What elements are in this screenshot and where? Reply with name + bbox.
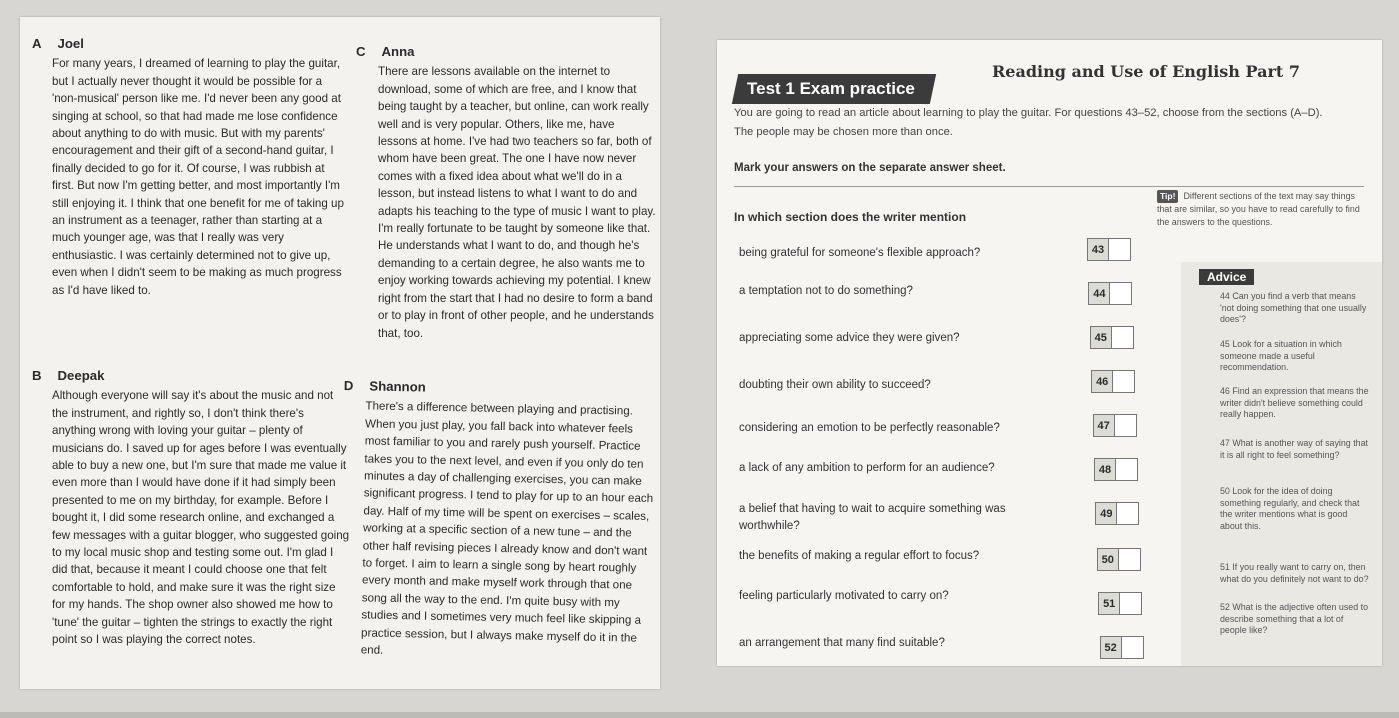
section-letter: D: [343, 377, 354, 394]
answer-input-box[interactable]: [1121, 636, 1144, 659]
question-number: 47: [1093, 414, 1114, 437]
question-text: being grateful for someone's flexible approach?: [739, 247, 981, 259]
section-name: Joel: [57, 36, 84, 51]
section-text: Although everyone will say it's about the music and not the instrument, and rightly so, I don't think there's anything wrong with loving your guitar – plenty of musicians do. I saved up for ages before I was eventually able to buy a new one, but I'm sure that made me value it even more than I would have done if it had simply been presented to me on my birthday, for example. Before I bought it, I did some research online, and exchanged a few messages with a guitar blogger, who suggested going to my local music shop and testing some out. I'm glad I did that, because it meant I could choose one that felt comfortable to hold, and make sure it was the right size for my hands. The shop owner also showed me how to 'tune' the guitar – tighten the strings to exactly the right point so I was playing the correct notes.: [52, 389, 350, 647]
section-d: [339, 377, 659, 664]
divider: [734, 186, 1364, 187]
advice-item: 52 What is the adjective often used to describe something that a lot of people like?: [1220, 602, 1369, 635]
answer-input-box[interactable]: [1114, 414, 1137, 437]
answer-input-box[interactable]: [1108, 238, 1131, 261]
question-number: 50: [1097, 548, 1118, 571]
answer-sheet-note: Mark your answers on the separate answer sheet.: [734, 162, 1006, 174]
answer-box[interactable]: [1091, 370, 1135, 393]
advice-item: 46 Find an expression that means the writer didn't believe something could really happen.: [1220, 386, 1369, 419]
section-text: There are lessons available on the internet to download, some of which are free, and I know that being taught by a teacher, but online, can work really well and is very popular. Others, like me, have lessons at home. I've had two teachers so far, both of whom have been great. The one I have now never comes with a fixed idea about what we'll do in a lesson, but instead listens to what I want to do and adapts his teaching to the type of music I want to play. I'm really fortunate to be taught by someone like that. He understands what I want to do, and though he's demanding to a certain degree, he also wants me to enjoy working towards achieving my potential. I knew right from the start that I had no desire to form a band or to play in front of other people, and he understands that, too.: [378, 65, 656, 340]
answer-box[interactable]: [1098, 592, 1142, 615]
question-text: the benefits of making a regular effort to focus?: [739, 550, 980, 562]
tip-badge: Tip!: [1157, 190, 1178, 203]
question-text: a lack of any ambition to perform for an audience?: [739, 462, 995, 474]
answer-input-box[interactable]: [1111, 326, 1134, 349]
section-c: [356, 43, 656, 342]
question-number: 52: [1100, 636, 1121, 659]
answer-box[interactable]: [1087, 238, 1131, 261]
question-number: 43: [1087, 238, 1108, 261]
answer-input-box[interactable]: [1119, 592, 1142, 615]
section-name: Anna: [381, 44, 415, 59]
part-title: Reading and Use of English Part 7: [992, 62, 1300, 81]
answer-input-box[interactable]: [1115, 458, 1138, 481]
right-page-questions: [717, 40, 1382, 666]
question-number: 48: [1094, 458, 1115, 481]
section-text: There's a difference between playing and practising. When you just play, you fall back into whatever feels most familiar to you and rarely push yourself. Practice takes you to the next level, and even if you only do ten minutes a day of challenging exercises, you can make significant progress. I tend to play for up to an hour each day. Half of my time will be spent on exercises – scales, working at a specific section of a new tune – and the other half revising pieces I already know and don't want to forget. I aim to learn a single song by heart roughly every month and make myself work through that one song all the way to the end. I'm quite busy with my studies and I sometimes very much feel like skipping a practice session, but I always make myself do it in the end.: [360, 399, 654, 657]
answer-box[interactable]: [1095, 502, 1139, 525]
exam-banner: [735, 74, 933, 104]
test-badge: Test 1 Exam practice: [732, 74, 936, 104]
question-text: an arrangement that many find suitable?: [739, 637, 945, 649]
left-page-article: [20, 17, 660, 689]
advice-item: 47 What is another way of saying that it is all right to feel something?: [1220, 438, 1368, 460]
tip-text: Different sections of the text may say things that are similar, so you have to read carefully to find the answers to the questions.: [1157, 191, 1360, 227]
question-text: a temptation not to do something?: [739, 285, 913, 297]
page-edge: [0, 712, 1399, 718]
section-letter: B: [32, 368, 42, 383]
instructions: You are going to read an article about learning to play the guitar. For questions 43–52, choose from the sections (A–D). The people may be chosen more than once.: [734, 107, 1323, 138]
question-number: 44: [1088, 282, 1109, 305]
advice-item: 45 Look for a situation in which someone made a useful recommendation.: [1220, 339, 1342, 372]
advice-item: 51 If you really want to carry on, then what do you definitely not want to do?: [1220, 562, 1369, 584]
section-text: For many years, I dreamed of learning to play the guitar, but I actually never thought it would be possible for a 'non-musical' person like me. I'd never been any good at singing at school, so that had made me lose confidence about anything to do with music. But with my parents' encouragement and their gift of a second-hand guitar, I finally decided to go for it. Of course, I was rubbish at first. But now I'm getting better, and most importantly I'm still enjoying it. I think that one benefit for me of taking up an instrument as a teenager, rather than starting at a much younger age, was that I really was very enthusiastic. I was certainly determined not to give up, even when I didn't seem to be making as much progress as I'd have liked to.: [52, 57, 344, 297]
question-text: doubting their own ability to succeed?: [739, 379, 931, 391]
answer-input-box[interactable]: [1118, 548, 1141, 571]
section-letter: C: [356, 44, 366, 59]
answer-box[interactable]: [1100, 636, 1144, 659]
advice-item: 44 Can you find a verb that means 'not doing something that one usually does'?: [1220, 291, 1367, 324]
answer-box[interactable]: [1093, 414, 1137, 437]
answer-input-box[interactable]: [1112, 370, 1135, 393]
question-text: appreciating some advice they were given?: [739, 332, 960, 344]
section-name: Shannon: [369, 378, 426, 395]
answer-input-box[interactable]: [1116, 502, 1139, 525]
question-text: feeling particularly motivated to carry on?: [739, 590, 949, 602]
answer-box[interactable]: [1094, 458, 1138, 481]
question-number: 51: [1098, 592, 1119, 615]
advice-title: Advice: [1199, 269, 1254, 285]
question-number: 49: [1095, 502, 1116, 525]
answer-box[interactable]: [1097, 548, 1141, 571]
section-name: Deepak: [57, 368, 105, 383]
section-b: [32, 367, 350, 649]
section-a: [32, 35, 347, 299]
question-text: considering an emotion to be perfectly reasonable?: [739, 422, 1000, 434]
section-letter: A: [32, 36, 42, 51]
answer-box[interactable]: [1090, 326, 1134, 349]
answer-box[interactable]: [1088, 282, 1132, 305]
advice-item: 50 Look for the idea of doing something regularly, and check that the writer mentions what is good about this.: [1220, 486, 1360, 531]
question-stem: In which section does the writer mention: [734, 210, 967, 224]
question-text: a belief that having to wait to acquire something was worthwhile?: [739, 503, 1006, 532]
question-number: 45: [1090, 326, 1111, 349]
question-number: 46: [1091, 370, 1112, 393]
tip-box: [1157, 190, 1372, 229]
answer-input-box[interactable]: [1109, 282, 1132, 305]
